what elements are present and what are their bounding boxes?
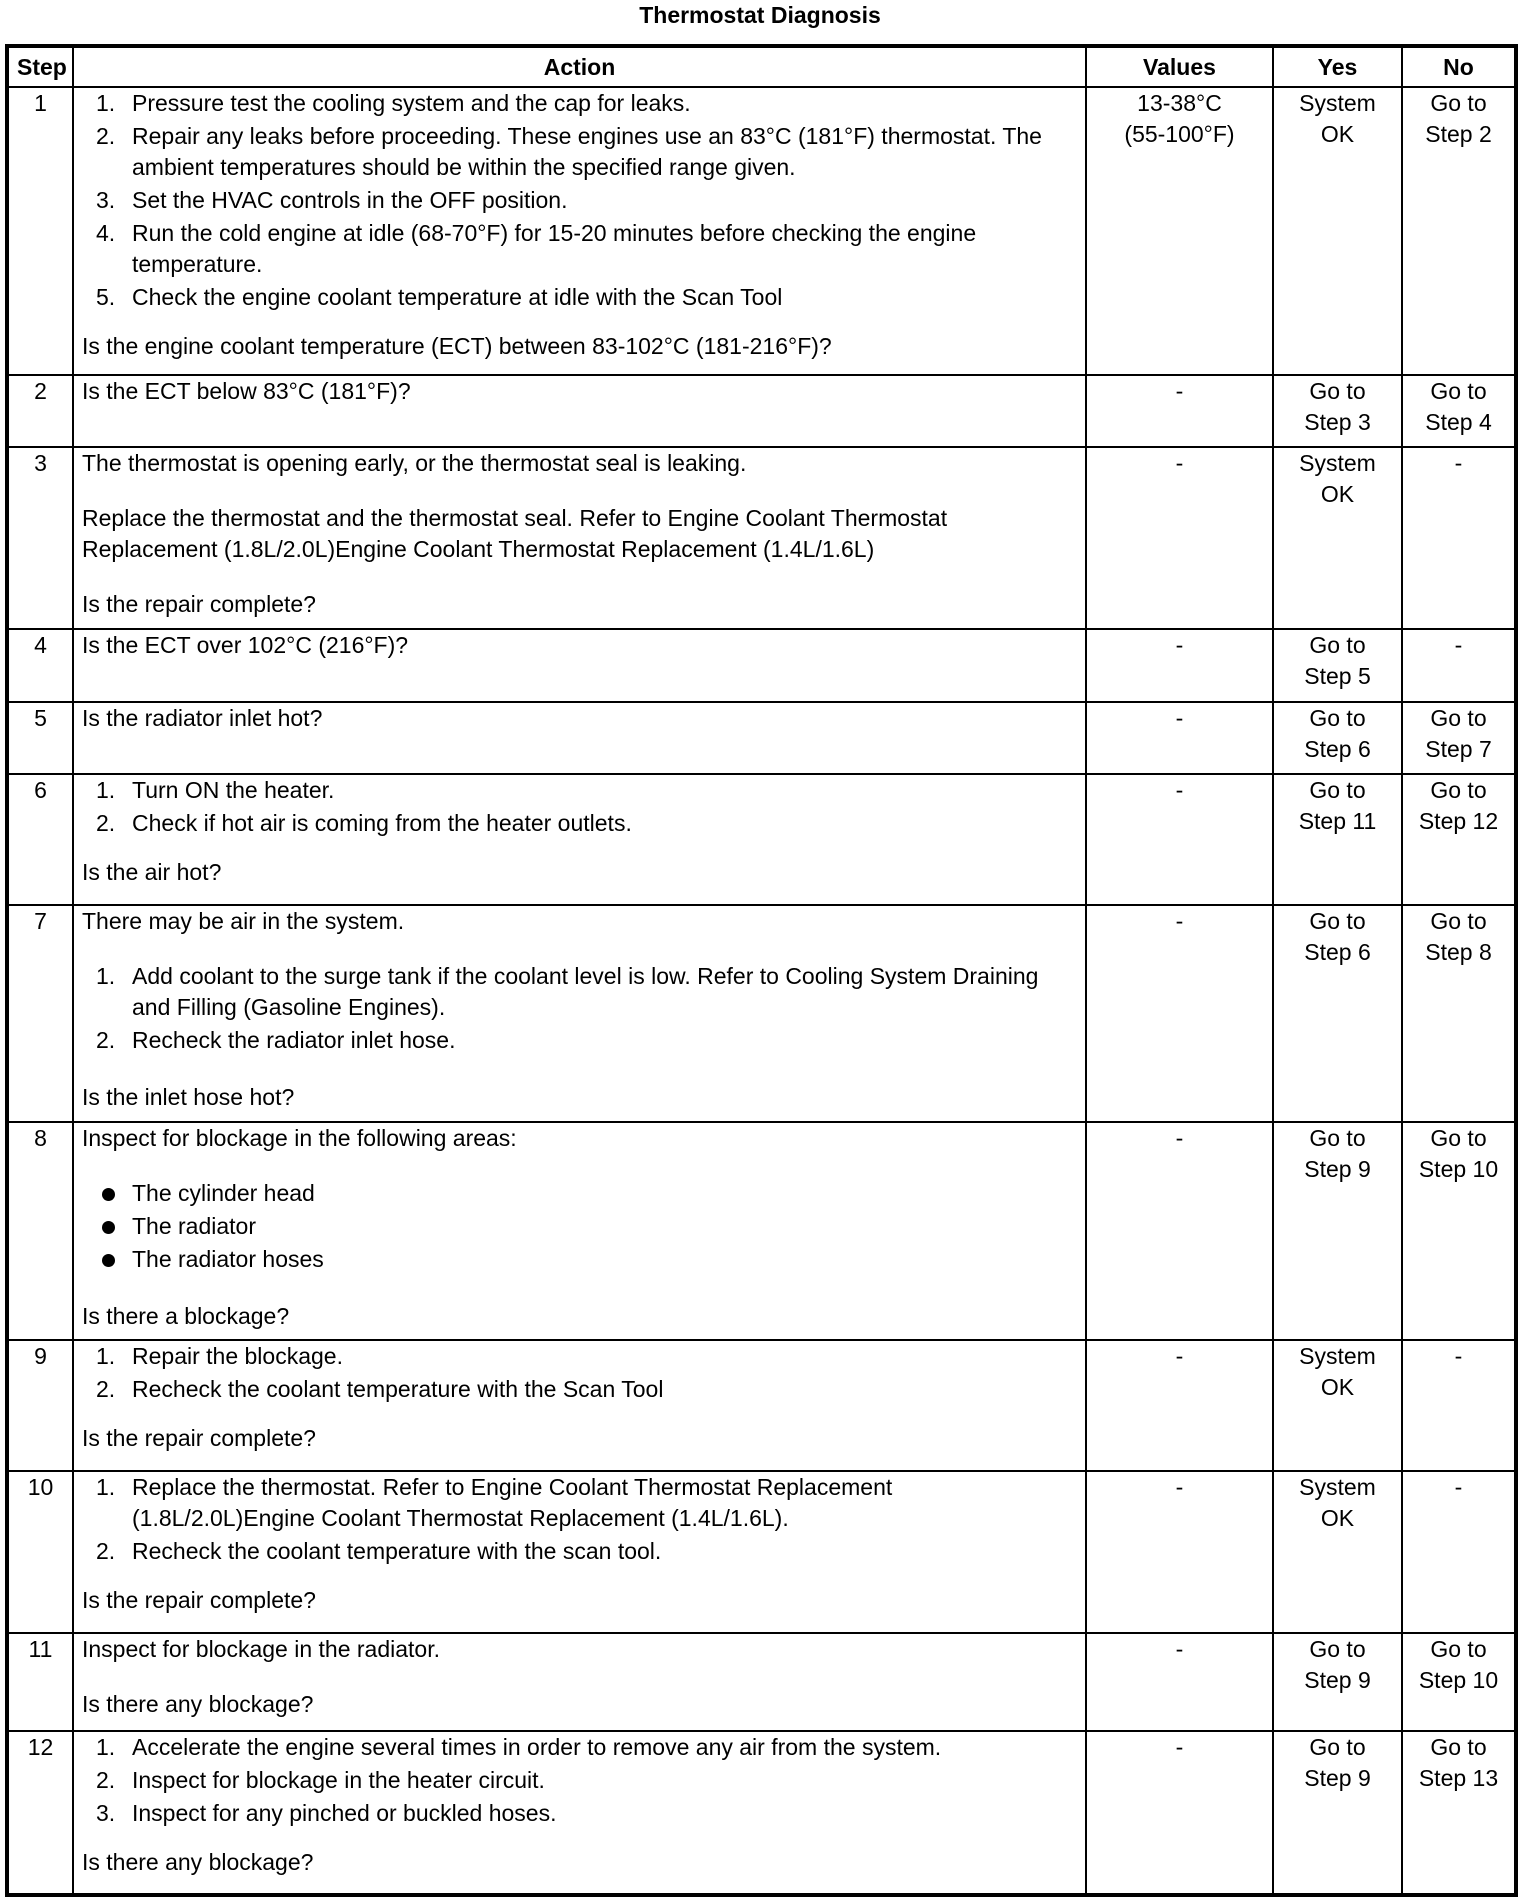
yes-cell: Go to Step 3 bbox=[1273, 375, 1402, 447]
list-item bbox=[82, 1374, 1077, 1405]
values-cell: - bbox=[1086, 905, 1273, 1122]
no-cell: Go to Step 7 bbox=[1402, 702, 1516, 774]
action-question: Is the ECT below 83°C (181°F)? bbox=[82, 378, 411, 404]
list-number: 1. bbox=[96, 1474, 116, 1500]
table-row bbox=[7, 1633, 1516, 1731]
step-number: 12 bbox=[7, 1731, 73, 1895]
step-number: 6 bbox=[7, 774, 73, 905]
yes-cell: System OK bbox=[1273, 447, 1402, 629]
table-row bbox=[7, 1122, 1516, 1340]
list-number: 1. bbox=[96, 963, 116, 989]
no-cell: Go to Step 8 bbox=[1402, 905, 1516, 1122]
action-question: Is the repair complete? bbox=[82, 591, 316, 617]
yes-cell: System OK bbox=[1273, 1340, 1402, 1471]
no-cell: Go to Step 10 bbox=[1402, 1122, 1516, 1340]
action-question: Is the radiator inlet hot? bbox=[82, 705, 323, 731]
list-item-text: The radiator bbox=[132, 1213, 257, 1239]
list-number: 5. bbox=[96, 284, 116, 310]
numbered-list bbox=[82, 1472, 1077, 1567]
values-cell: 13-38°C (55-100°F) bbox=[1086, 87, 1273, 375]
bullet-icon bbox=[102, 1254, 115, 1267]
step-number: 4 bbox=[7, 629, 73, 702]
spacer bbox=[82, 1831, 1077, 1847]
action-question: Is the inlet hose hot? bbox=[82, 1084, 295, 1110]
step-number: 7 bbox=[7, 905, 73, 1122]
list-item bbox=[82, 1765, 1077, 1796]
table-row bbox=[7, 1471, 1516, 1633]
numbered-list bbox=[82, 1341, 1077, 1405]
list-item-text: Check if hot air is coming from the heater outlets. bbox=[132, 810, 632, 836]
action-question: Is the air hot? bbox=[82, 859, 222, 885]
spacer bbox=[82, 841, 1077, 857]
list-item bbox=[82, 1178, 1077, 1209]
header-step: Step bbox=[7, 46, 73, 87]
step-number: 9 bbox=[7, 1340, 73, 1471]
list-item-text: Repair the blockage. bbox=[132, 1343, 343, 1369]
no-cell: Go to Step 12 bbox=[1402, 774, 1516, 905]
values-cell: - bbox=[1086, 447, 1273, 629]
list-item-text: Inspect for blockage in the heater circuit. bbox=[132, 1767, 545, 1793]
list-item-text: Set the HVAC controls in the OFF position. bbox=[132, 187, 568, 213]
list-number: 1. bbox=[96, 1343, 116, 1369]
list-number: 2. bbox=[96, 1767, 116, 1793]
action-cell bbox=[73, 905, 1086, 1122]
list-item bbox=[82, 1472, 1077, 1534]
header-yes: Yes bbox=[1273, 46, 1402, 87]
no-cell: - bbox=[1402, 629, 1516, 702]
list-item bbox=[82, 1798, 1077, 1829]
list-item bbox=[82, 1244, 1077, 1275]
list-item bbox=[82, 185, 1077, 216]
list-number: 2. bbox=[96, 1538, 116, 1564]
bullet-list bbox=[82, 1178, 1077, 1275]
step-number: 11 bbox=[7, 1633, 73, 1731]
action-question: Is the engine coolant temperature (ECT) between 83-102°C (181-216°F)? bbox=[82, 333, 832, 359]
numbered-list bbox=[82, 88, 1077, 313]
table-row bbox=[7, 375, 1516, 447]
list-number: 2. bbox=[96, 1027, 116, 1053]
action-cell bbox=[73, 1471, 1086, 1633]
bullet-icon bbox=[102, 1188, 115, 1201]
no-cell: - bbox=[1402, 447, 1516, 629]
list-item-text: Add coolant to the surge tank if the coolant level is low. Refer to Cooling System Draining and Filling (Gasoline Engines). bbox=[132, 963, 1039, 1020]
spacer bbox=[82, 565, 1077, 589]
table-header-row bbox=[7, 46, 1516, 87]
table-row bbox=[7, 1340, 1516, 1471]
numbered-list bbox=[82, 775, 1077, 839]
list-number: 3. bbox=[96, 187, 116, 213]
yes-cell: System OK bbox=[1273, 1471, 1402, 1633]
action-cell bbox=[73, 447, 1086, 629]
values-cell: - bbox=[1086, 1731, 1273, 1895]
list-item-text: Accelerate the engine several times in order to remove any air from the system. bbox=[132, 1734, 942, 1760]
header-no: No bbox=[1402, 46, 1516, 87]
spacer bbox=[82, 1154, 1077, 1178]
list-item-text: Recheck the coolant temperature with the Scan Tool bbox=[132, 1376, 664, 1402]
list-item bbox=[82, 1732, 1077, 1763]
action-cell bbox=[73, 1122, 1086, 1340]
values-cell: - bbox=[1086, 1340, 1273, 1471]
step-number: 1 bbox=[7, 87, 73, 375]
list-number: 4. bbox=[96, 220, 116, 246]
list-item bbox=[82, 961, 1077, 1023]
header-values: Values bbox=[1086, 46, 1273, 87]
list-number: 2. bbox=[96, 810, 116, 836]
table-row bbox=[7, 905, 1516, 1122]
bullet-icon bbox=[102, 1221, 115, 1234]
yes-cell: Go to Step 5 bbox=[1273, 629, 1402, 702]
no-cell: Go to Step 13 bbox=[1402, 1731, 1516, 1895]
list-item bbox=[82, 282, 1077, 313]
numbered-list bbox=[82, 961, 1077, 1056]
no-cell: - bbox=[1402, 1471, 1516, 1633]
list-item-text: Turn ON the heater. bbox=[132, 777, 335, 803]
action-cell bbox=[73, 375, 1086, 447]
list-item-text: The cylinder head bbox=[132, 1180, 315, 1206]
list-number: 1. bbox=[96, 90, 116, 116]
spacer bbox=[82, 479, 1077, 503]
no-cell: Go to Step 2 bbox=[1402, 87, 1516, 375]
values-cell: - bbox=[1086, 1122, 1273, 1340]
action-intro: Inspect for blockage in the following areas: bbox=[82, 1125, 517, 1151]
numbered-list bbox=[82, 1732, 1077, 1829]
step-number: 2 bbox=[7, 375, 73, 447]
spacer bbox=[82, 937, 1077, 961]
yes-cell: Go to Step 6 bbox=[1273, 702, 1402, 774]
list-item bbox=[82, 1025, 1077, 1056]
list-number: 2. bbox=[96, 123, 116, 149]
list-number: 1. bbox=[96, 777, 116, 803]
list-item bbox=[82, 218, 1077, 280]
action-question: Is there any blockage? bbox=[82, 1691, 314, 1717]
list-item bbox=[82, 808, 1077, 839]
list-item-text: Run the cold engine at idle (68-70°F) for 15-20 minutes before checking the engine temperature. bbox=[132, 220, 977, 277]
list-item-text: Repair any leaks before proceeding. These engines use an 83°C (181°F) thermostat. The ambient temperatures should be within the specified range given. bbox=[132, 123, 1042, 180]
yes-cell: System OK bbox=[1273, 87, 1402, 375]
values-cell: - bbox=[1086, 702, 1273, 774]
action-intro: The thermostat is opening early, or the thermostat seal is leaking. bbox=[82, 450, 747, 476]
yes-cell: Go to Step 9 bbox=[1273, 1731, 1402, 1895]
list-item-text: Recheck the coolant temperature with the scan tool. bbox=[132, 1538, 662, 1564]
yes-cell: Go to Step 6 bbox=[1273, 905, 1402, 1122]
list-item-text: The radiator hoses bbox=[132, 1246, 324, 1272]
list-number: 1. bbox=[96, 1734, 116, 1760]
action-cell bbox=[73, 1731, 1086, 1895]
action-cell bbox=[73, 774, 1086, 905]
values-cell: - bbox=[1086, 375, 1273, 447]
spacer bbox=[82, 1665, 1077, 1689]
spacer bbox=[82, 1569, 1077, 1585]
step-number: 10 bbox=[7, 1471, 73, 1633]
spacer bbox=[82, 1407, 1077, 1423]
table-row bbox=[7, 774, 1516, 905]
no-cell: Go to Step 10 bbox=[1402, 1633, 1516, 1731]
action-question: Is the ECT over 102°C (216°F)? bbox=[82, 632, 409, 658]
list-item-text: Replace the thermostat. Refer to Engine Coolant Thermostat Replacement (1.8L/2.0L)Engine Coolant Thermostat Replacement (1.4L/1.6L). bbox=[132, 1474, 893, 1531]
values-cell: - bbox=[1086, 629, 1273, 702]
action-intro: There may be air in the system. bbox=[82, 908, 405, 934]
action-question: Is the repair complete? bbox=[82, 1587, 316, 1613]
yes-cell: Go to Step 11 bbox=[1273, 774, 1402, 905]
action-question: Is there a blockage? bbox=[82, 1303, 290, 1329]
list-item bbox=[82, 88, 1077, 119]
action-cell bbox=[73, 629, 1086, 702]
list-item-text: Inspect for any pinched or buckled hoses. bbox=[132, 1800, 557, 1826]
list-item-text: Recheck the radiator inlet hose. bbox=[132, 1027, 456, 1053]
table-row bbox=[7, 87, 1516, 375]
table-row bbox=[7, 629, 1516, 702]
action-cell bbox=[73, 1340, 1086, 1471]
list-item-text: Check the engine coolant temperature at idle with the Scan Tool bbox=[132, 284, 783, 310]
step-number: 5 bbox=[7, 702, 73, 774]
action-question: Is the repair complete? bbox=[82, 1425, 316, 1451]
spacer bbox=[82, 315, 1077, 331]
step-number: 8 bbox=[7, 1122, 73, 1340]
spacer bbox=[82, 1277, 1077, 1301]
values-cell: - bbox=[1086, 774, 1273, 905]
table-body bbox=[7, 87, 1516, 1895]
list-number: 3. bbox=[96, 1800, 116, 1826]
document-title: Thermostat Diagnosis bbox=[639, 2, 881, 28]
yes-cell: Go to Step 9 bbox=[1273, 1633, 1402, 1731]
step-number: 3 bbox=[7, 447, 73, 629]
header-action: Action bbox=[73, 46, 1086, 87]
list-item bbox=[82, 121, 1077, 183]
action-cell bbox=[73, 702, 1086, 774]
action-cell bbox=[73, 87, 1086, 375]
yes-cell: Go to Step 9 bbox=[1273, 1122, 1402, 1340]
no-cell: - bbox=[1402, 1340, 1516, 1471]
list-item bbox=[82, 1341, 1077, 1372]
action-cell bbox=[73, 1633, 1086, 1731]
values-cell: - bbox=[1086, 1633, 1273, 1731]
list-item bbox=[82, 775, 1077, 806]
diagnosis-table bbox=[5, 44, 1518, 1897]
list-item-text: Pressure test the cooling system and the cap for leaks. bbox=[132, 90, 691, 116]
action-paragraph: Replace the thermostat and the thermostat seal. Refer to Engine Coolant Thermostat Replacement (1.8L/2.0L)Engine Coolant Thermostat Replacement (1.4L/1.6L) bbox=[82, 505, 948, 562]
table-row bbox=[7, 447, 1516, 629]
spacer bbox=[82, 1058, 1077, 1082]
action-intro: Inspect for blockage in the radiator. bbox=[82, 1636, 440, 1662]
list-item bbox=[82, 1536, 1077, 1567]
list-item bbox=[82, 1211, 1077, 1242]
table-row bbox=[7, 1731, 1516, 1895]
table-row bbox=[7, 702, 1516, 774]
action-question: Is there any blockage? bbox=[82, 1849, 314, 1875]
values-cell: - bbox=[1086, 1471, 1273, 1633]
list-number: 2. bbox=[96, 1376, 116, 1402]
no-cell: Go to Step 4 bbox=[1402, 375, 1516, 447]
